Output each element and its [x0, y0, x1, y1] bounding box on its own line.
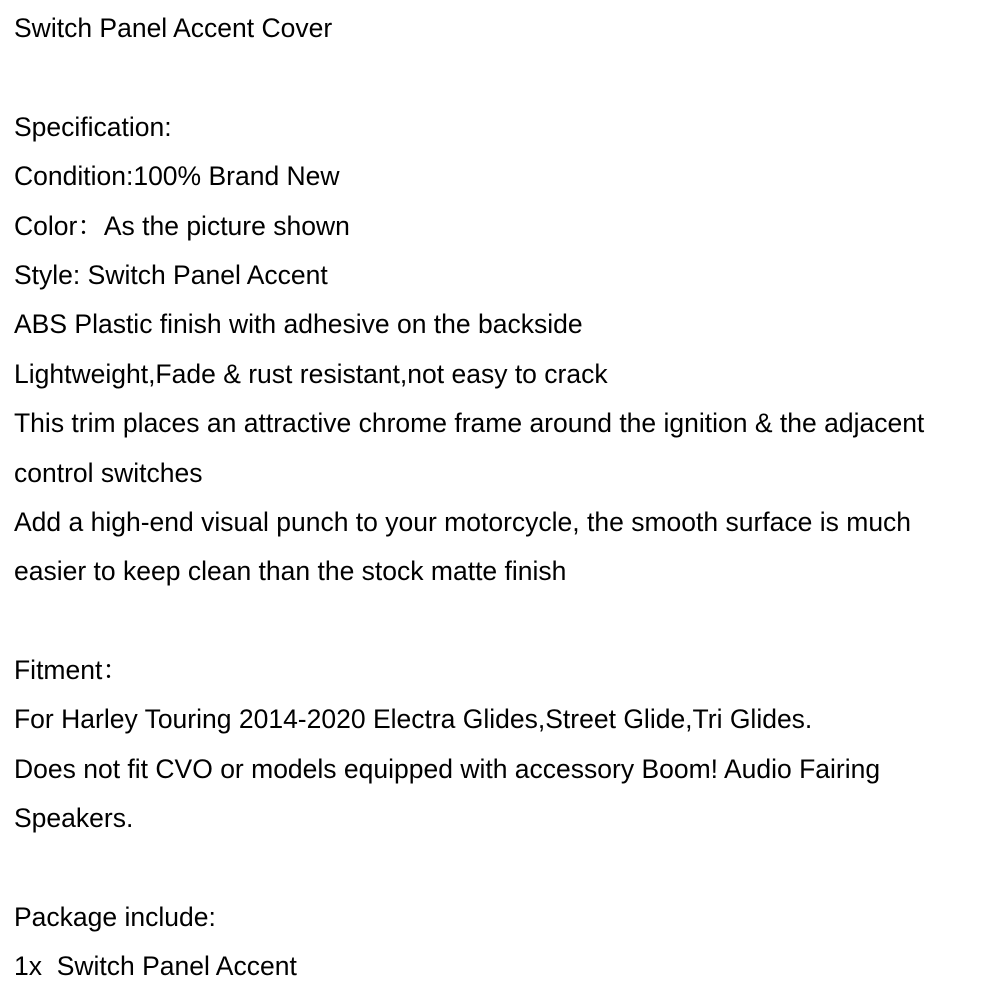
spec-visual-punch: Add a high-end visual punch to your motorcycle, the smooth surface is much [14, 506, 912, 537]
package-heading: Package include: [14, 902, 216, 933]
product-description [14, 4, 994, 992]
fitment-models: For Harley Touring 2014-2020 Electra Glides,Street Glide,Tri Glides. [14, 704, 813, 735]
spec-material: ABS Plastic finish with adhesive on the backside [14, 309, 583, 340]
spacer [14, 597, 994, 646]
fitment-exclusion: Does not fit CVO or models equipped with accessory Boom! Audio Fairing [14, 753, 881, 784]
package-item: 1x Switch Panel Accent [14, 951, 297, 982]
fitment-heading: Fitment： [14, 655, 129, 686]
spec-color: Color：As the picture shown [14, 210, 350, 241]
document-title: Switch Panel Accent Cover [14, 13, 333, 43]
spec-style: Style: Switch Panel Accent [14, 259, 328, 290]
spacer [14, 53, 994, 102]
specification-heading: Specification: [14, 111, 172, 142]
spec-trim-description: This trim places an attractive chrome frame around the ignition & the adjacent [14, 408, 925, 439]
spec-visual-punch-cont: easier to keep clean than the stock matte finish [14, 556, 567, 587]
spec-durability: Lightweight,Fade & rust resistant,not easy to crack [14, 358, 608, 389]
spec-condition: Condition:100% Brand New [14, 161, 340, 192]
spec-trim-description-cont: control switches [14, 457, 203, 488]
fitment-exclusion-cont: Speakers. [14, 803, 134, 834]
spacer [14, 844, 994, 893]
